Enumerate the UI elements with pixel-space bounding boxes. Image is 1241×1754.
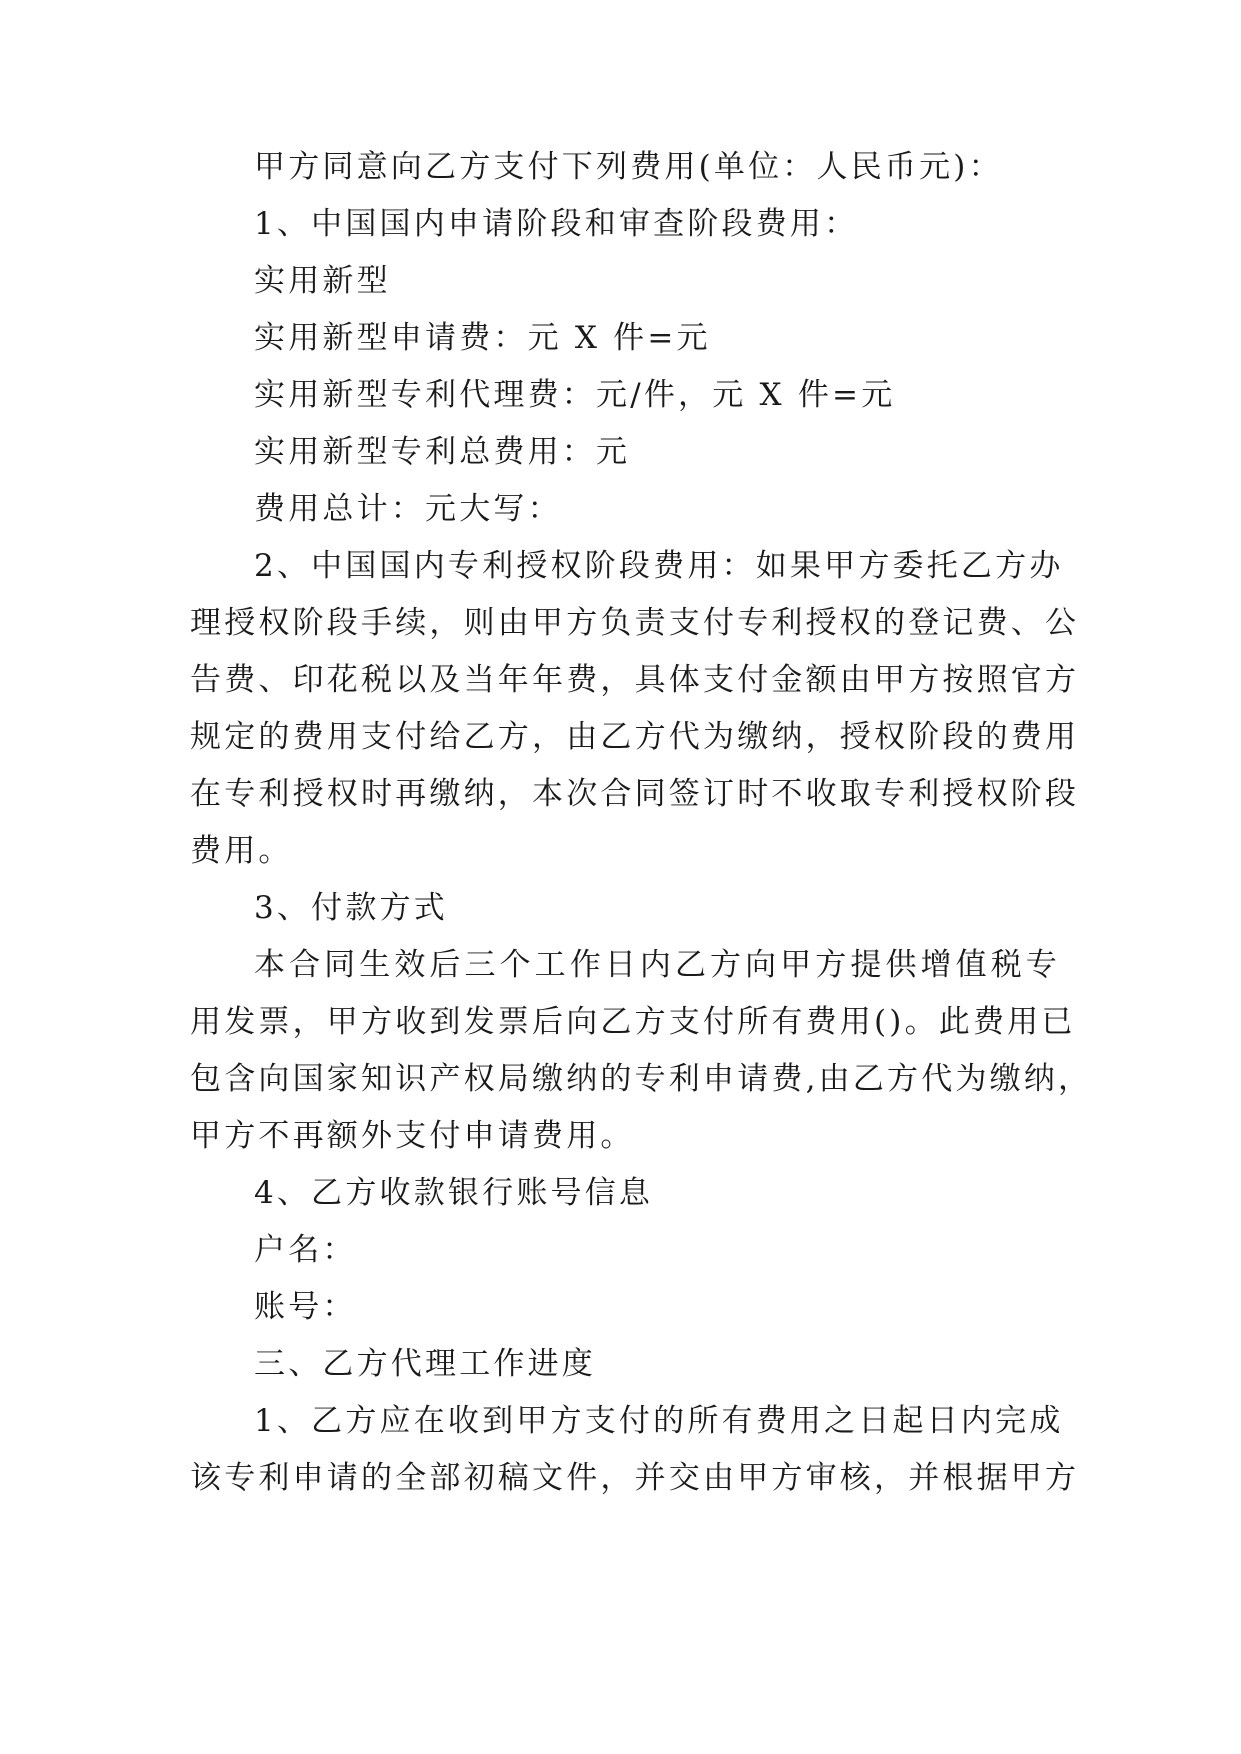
paragraph-line: 该专利申请的全部初稿文件，并交由甲方审核，并根据甲方 bbox=[190, 1460, 1080, 1496]
paragraph-line: 费用总计：元大写： bbox=[254, 491, 562, 527]
section-heading: 三、乙方代理工作进度 bbox=[254, 1346, 596, 1382]
paragraph-line: 实用新型申请费：元 X 件=元 bbox=[254, 320, 711, 356]
paragraph-line: 理授权阶段手续，则由甲方负责支付专利授权的登记费、公 bbox=[190, 605, 1080, 641]
paragraph-line: 用发票，甲方收到发票后向乙方支付所有费用()。此费用已 bbox=[190, 1004, 1076, 1040]
paragraph-line: 账号： bbox=[254, 1289, 357, 1325]
paragraph-line: 实用新型专利总费用：元 bbox=[254, 434, 631, 470]
paragraph-line: 甲方同意向乙方支付下列费用(单位：人民币元)： bbox=[254, 149, 1003, 185]
paragraph-line: 本合同生效后三个工作日内乙方向甲方提供增值税专 bbox=[254, 947, 1060, 983]
paragraph-line: 4、乙方收款银行账号信息 bbox=[254, 1175, 654, 1211]
paragraph-line: 1、中国国内申请阶段和审查阶段费用： bbox=[254, 206, 859, 242]
paragraph-line: 2、中国国内专利授权阶段费用：如果甲方委托乙方办 bbox=[254, 548, 1064, 584]
paragraph-line: 费用。 bbox=[190, 833, 293, 869]
paragraph-line: 实用新型专利代理费：元/件，元 X 件=元 bbox=[254, 377, 896, 413]
paragraph-line: 1、乙方应在收到甲方支付的所有费用之日起日内完成 bbox=[254, 1403, 1064, 1439]
paragraph-line: 在专利授权时再缴纳，本次合同签订时不收取专利授权阶段 bbox=[190, 776, 1080, 812]
paragraph-line: 户名： bbox=[254, 1232, 357, 1268]
paragraph-line: 告费、印花税以及当年年费，具体支付金额由甲方按照官方 bbox=[190, 662, 1080, 698]
paragraph-line: 包含向国家知识产权局缴纳的专利申请费,由乙方代为缴纳， bbox=[190, 1061, 1093, 1097]
paragraph-line: 规定的费用支付给乙方，由乙方代为缴纳，授权阶段的费用 bbox=[190, 719, 1080, 755]
paragraph-line: 实用新型 bbox=[254, 263, 391, 299]
paragraph-line: 3、付款方式 bbox=[254, 890, 448, 926]
paragraph-line: 甲方不再额外支付申请费用。 bbox=[190, 1118, 635, 1154]
